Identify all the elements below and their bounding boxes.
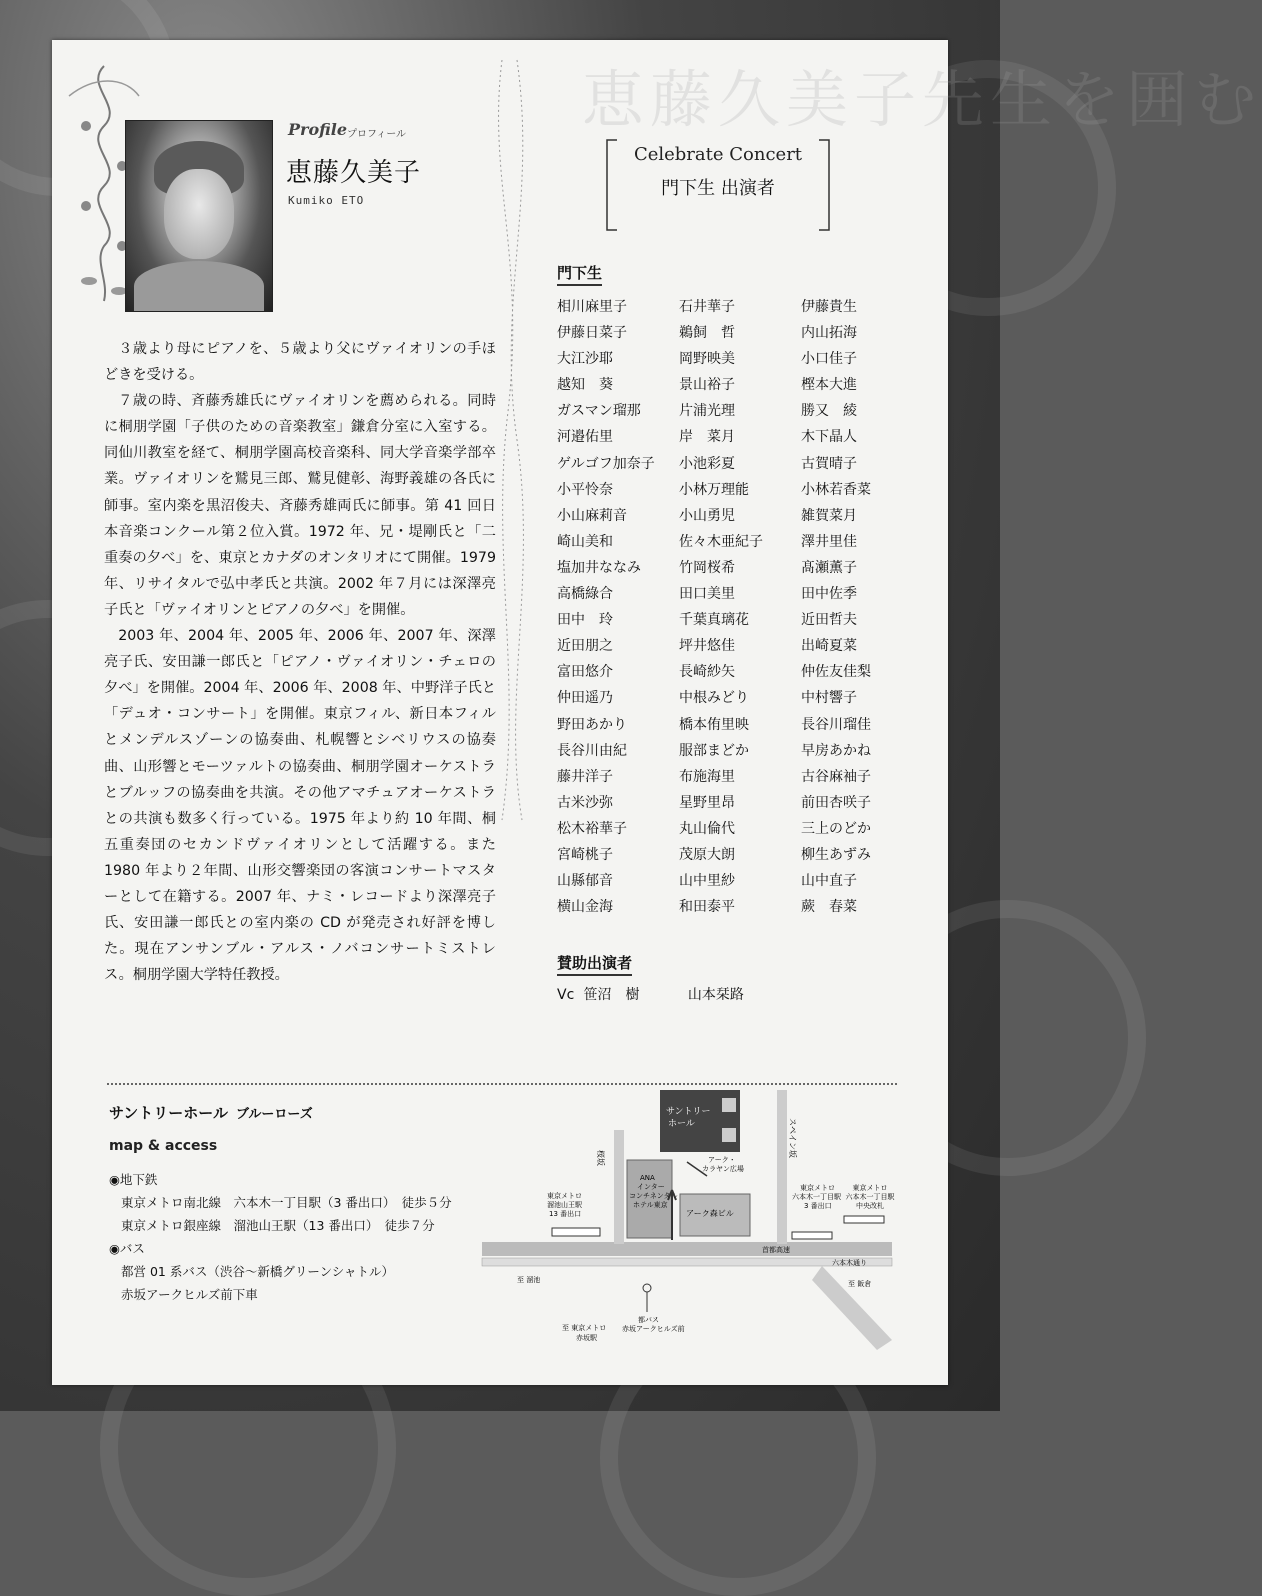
student-name: 蕨 春菜	[801, 899, 857, 916]
map-label: 東京メトロ	[547, 1192, 582, 1200]
support-performers	[557, 984, 744, 1004]
student-name: 近田朋之	[557, 638, 613, 655]
expressway-road	[482, 1242, 892, 1256]
student-name: 近田哲夫	[801, 612, 857, 629]
student-name: 岸 菜月	[679, 429, 735, 446]
student-name: 千葉真璃花	[679, 612, 749, 629]
map-label: 六本木通り	[832, 1259, 867, 1267]
roppongi-dori-road	[482, 1258, 892, 1266]
roppongi-station	[792, 1232, 832, 1239]
student-name: 大江沙耶	[557, 351, 613, 368]
venue-hall: サントリーホール	[109, 1104, 228, 1122]
subway-label: ◉地下鉄	[109, 1172, 158, 1187]
student-name: 仲田遥乃	[557, 690, 613, 707]
map-label: 桜坂	[596, 1150, 605, 1166]
student-name: 鵜飼 哲	[679, 325, 735, 342]
student-name: ガスマン瑠那	[557, 403, 641, 420]
student-name: 坪井悠佳	[679, 638, 735, 655]
watermark-title: 恵藤久美子先生を囲む	[582, 63, 1262, 136]
student-name: 藤井洋子	[557, 768, 613, 785]
student-name: 伊藤貴生	[801, 299, 857, 315]
student-name: 髙瀬薫子	[801, 559, 857, 576]
student-name: 出崎夏菜	[801, 638, 857, 655]
student-name: 塩加井ななみ	[557, 559, 641, 576]
student-name: 山中里紗	[679, 873, 735, 890]
map-label: 溜池山王駅	[547, 1201, 582, 1209]
profile-label: Profile	[288, 120, 348, 139]
map-label: アーク・	[708, 1156, 736, 1164]
venue-name	[109, 1102, 313, 1123]
student-name: 木下晶人	[801, 429, 857, 446]
bus-label: ◉バス	[109, 1241, 145, 1256]
bio-paragraph: ３歳より母にピアノを、５歳より父にヴァイオリンの手ほどきを受ける。	[104, 341, 496, 384]
student-name: 野田あかり	[557, 716, 627, 733]
student-name: 片浦光理	[679, 403, 735, 420]
student-name: 富田悠介	[557, 664, 613, 681]
student-name: 茂原大朗	[679, 846, 735, 863]
bus-route: 都営 01 系バス（渋谷〜新橋グリーンシャトル）	[121, 1264, 395, 1279]
bus-stop: 赤坂アークヒルズ前下車	[121, 1287, 258, 1302]
access-map	[482, 1090, 895, 1370]
sakurazaka-road	[614, 1130, 624, 1244]
map-label: インター	[637, 1183, 665, 1191]
support-heading: 賛助出演者	[557, 952, 632, 976]
student-name: 河邉佑里	[557, 429, 613, 446]
map-label: 至 東京メトロ	[562, 1324, 607, 1332]
map-label: アーク森ビル	[686, 1209, 734, 1218]
student-name: 中根みどり	[679, 690, 749, 707]
student-name: 三上のどか	[801, 820, 871, 837]
student-name: ゲルゴフ加奈子	[557, 455, 655, 472]
map-label: スペイン坂	[788, 1118, 797, 1158]
bus-stop-icon	[643, 1284, 651, 1292]
map-label: 中央改札	[856, 1202, 884, 1210]
student-name: 小平怜奈	[557, 481, 613, 498]
student-name: 柳生あずみ	[801, 846, 871, 863]
profile-label-jp: プロフィール	[347, 129, 406, 140]
subway-route: 東京メトロ銀座線 溜池山王駅（13 番出口） 徒歩７分	[121, 1218, 435, 1233]
student-name: 田中 玲	[557, 612, 613, 629]
student-name: 小林万理能	[679, 481, 749, 498]
student-name: 竹岡桜希	[679, 559, 735, 576]
student-name: 相川麻里子	[557, 299, 627, 315]
student-name: 小池彩夏	[679, 455, 735, 472]
map-label: 赤坂アークヒルズ前	[622, 1325, 685, 1333]
student-name: 樫本大進	[801, 377, 857, 394]
student-name: 布施海里	[679, 768, 735, 785]
celebrate-concert-box	[603, 130, 833, 240]
student-name: 前田杏咲子	[801, 794, 871, 811]
student-name: 景山裕子	[679, 377, 735, 394]
student-name: 伊藤日菜子	[557, 325, 627, 342]
students-heading: 門下生	[557, 262, 602, 286]
map-label: ホテル東京	[633, 1201, 668, 1209]
access-info	[109, 1168, 452, 1306]
student-name: 中村響子	[801, 690, 857, 707]
support-instrument: Vc	[557, 987, 575, 1003]
student-name: 服部まどか	[679, 742, 749, 759]
student-name: 橋本侑里映	[679, 716, 749, 733]
student-name: 丸山倫代	[679, 820, 735, 837]
student-name: 山縣郁音	[557, 873, 613, 890]
student-name: 田中佐季	[801, 586, 857, 603]
student-name: 松木裕華子	[557, 820, 627, 837]
map-label: 東京メトロ	[800, 1184, 835, 1192]
performer-name-roman: Kumiko ETO	[288, 194, 365, 207]
map-label: サントリー	[666, 1107, 711, 1117]
student-name: 高橋綠合	[557, 586, 613, 603]
map-access-heading: map & access	[109, 1138, 218, 1154]
performer-name: 恵藤久美子	[286, 158, 422, 188]
student-name: 古谷麻袖子	[801, 768, 871, 785]
student-name: 長崎紗矢	[679, 664, 735, 681]
map-label: 赤坂駅	[576, 1334, 597, 1342]
student-name: 澤井里佳	[801, 533, 857, 550]
map-label: ANA	[640, 1174, 655, 1182]
student-name: 星野里昂	[679, 794, 735, 811]
tameike-station	[552, 1228, 600, 1236]
support-player: 笹沼 樹	[583, 987, 640, 1003]
student-name: 古米沙弥	[557, 794, 613, 811]
subway-route: 東京メトロ南北線 六本木一丁目駅（3 番出口） 徒歩５分	[121, 1195, 452, 1210]
student-name: 山中直子	[801, 873, 857, 890]
student-name: 勝又 綾	[801, 403, 857, 420]
student-name: 佐々木亜紀子	[679, 533, 763, 550]
student-name: 崎山美和	[557, 533, 613, 550]
map-label: 至 飯倉	[848, 1280, 872, 1288]
student-name: 仲佐友佳梨	[801, 664, 871, 681]
student-name: 小山麻莉音	[557, 507, 627, 524]
venue-room: ブルーローズ	[235, 1107, 313, 1122]
map-label: 13 番出口	[549, 1210, 582, 1218]
map-label: 首都高速	[762, 1246, 790, 1254]
student-name: 小林若香菜	[801, 481, 871, 498]
map-label: 都バス	[638, 1316, 659, 1324]
student-name: 岡野映美	[679, 351, 735, 368]
map-label: 六本木一丁目駅	[845, 1193, 895, 1201]
concert-title-jp: 門下生 出演者	[661, 178, 775, 199]
spainzaka-road	[777, 1090, 787, 1244]
decorative-dotted-lines	[482, 60, 542, 820]
student-name: 宮崎桃子	[557, 846, 613, 863]
branch-road	[812, 1266, 892, 1350]
map-label: カラヤン広場	[702, 1165, 744, 1173]
map-label: ホール	[668, 1119, 695, 1129]
student-name: 小口佳子	[801, 351, 857, 368]
student-name: 越知 葵	[557, 377, 613, 394]
student-name: 和田泰平	[679, 899, 735, 916]
student-name: 古賀晴子	[801, 455, 857, 472]
student-name: 早房あかね	[801, 742, 871, 759]
student-name: 長谷川瑠佳	[801, 716, 871, 733]
student-name: 小山勇児	[679, 507, 735, 524]
map-label: 東京メトロ	[852, 1184, 888, 1192]
student-name: 田口美里	[679, 586, 735, 603]
map-label: コンチネンタル	[629, 1192, 678, 1200]
students-list	[557, 294, 897, 920]
concert-title-en: Celebrate Concert	[633, 144, 803, 165]
student-name: 横山金海	[557, 899, 613, 916]
program-page	[52, 40, 1262, 1385]
map-label: 至 溜池	[517, 1276, 541, 1284]
student-name: 内山拓海	[801, 325, 857, 342]
support-player: 山本栞路	[687, 987, 744, 1003]
student-name: 石井華子	[679, 299, 735, 315]
biography	[104, 336, 496, 988]
student-name: 長谷川由紀	[557, 742, 627, 759]
map-label: 六本木一丁目駅	[792, 1193, 841, 1201]
portrait-photo	[125, 120, 273, 312]
section-divider	[107, 1083, 897, 1085]
bio-paragraph: 2003 年、2004 年、2005 年、2006 年、2007 年、深澤亮子氏、安田謙一郎氏と「ピアノ・ヴァイオリン・チェロの夕べ」を開催。2004 年、2006 年、2008 年、中野洋子氏と「デュオ・コンサート」を開催。東京フィル、新日本フィルとメンデルスゾーンの協奏曲、札幌響とシベリウスの協奏曲、山形響とモーツァルトの協奏曲、桐朋学園オーケストラとブルッフの協奏曲を共演。その他アマチュアオーケストラとの共演も数多く行っている。1975 年より約 10 年間、桐五重奏団のセカンドヴァイオリンとして活躍する。また 1980 年より２年間、山形交響楽団の客演コンサートマスターとして在籍する。2007 年、ナミ・レコードより深澤亮子氏、安田謙一郎氏との室内楽の CD が発売され好評を博した。現在アンサンブル・アルス・ノバコンサートミストレス。桐朋学園大学特任教授。	[104, 628, 496, 984]
student-name: 雑賀菜月	[801, 507, 857, 524]
bio-paragraph: ７歳の時、斉藤秀雄氏にヴァイオリンを薦められる。同時に桐朋学園「子供のための音楽教室」鎌倉分室に入室する。同仙川教室を経て、桐朋学園高校音楽科、同大学音楽学部卒業。ヴァイオリンを鷲見三郎、鷲見健彰、海野義雄の各氏に師事。室内楽を黒沼俊夫、斉藤秀雄両氏に師事。第 41 回日本音楽コンクール第２位入賞。1972 年、兄・堤剛氏と「二重奏の夕べ」を、東京とカナダのオンタリオにて開催。1979 年、リサイタルで弘中孝氏と共演。2002 年７月には深澤亮子氏と「ヴァイオリンとピアノの夕べ」を開催。	[104, 393, 496, 618]
map-label: 3 番出口	[804, 1202, 832, 1210]
